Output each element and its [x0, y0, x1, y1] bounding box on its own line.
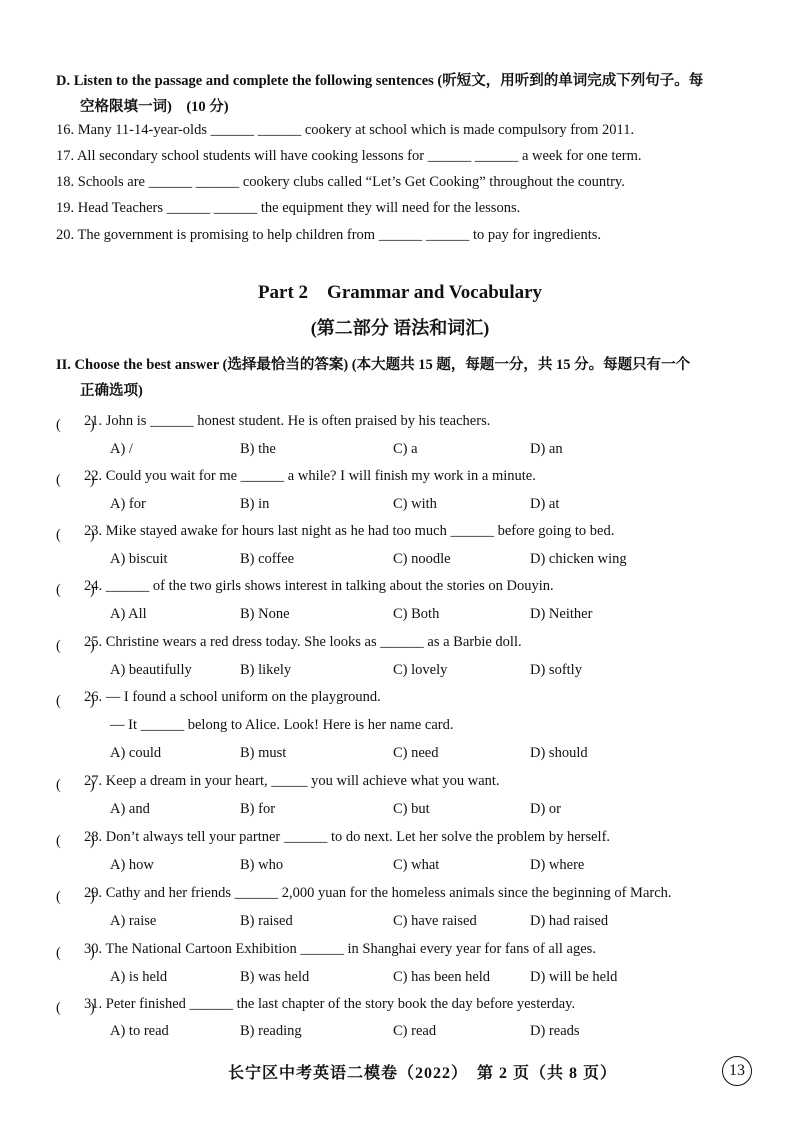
- option-c: C) need: [393, 745, 439, 761]
- option-a: A) how: [110, 857, 154, 873]
- question-17: 17. All secondary school students will have cooking lessons for ______ ______ a week for one term.: [56, 148, 642, 164]
- section-ii-heading-line1: II. Choose the best answer (选择最恰当的答案) (本大题共 15 题，每题一分，共 15 分。每题只有一个: [56, 357, 691, 373]
- option-b: B) must: [240, 745, 287, 761]
- option-b: B) the: [240, 441, 276, 457]
- option-a: A) and: [110, 801, 150, 817]
- option-b: B) reading: [240, 1023, 302, 1039]
- option-d: D) at: [530, 496, 560, 512]
- question-16: 16. Many 11-14-year-olds ______ ______ cookery at school which is made compulsory from 2011.: [56, 122, 635, 138]
- answer-bracket: ( ): [56, 945, 95, 961]
- section-ii-heading: [56, 352, 756, 404]
- option-a: A) raise: [110, 913, 157, 929]
- answer-bracket: ( ): [56, 417, 95, 433]
- option-b: B) likely: [240, 662, 292, 678]
- option-c: C) read: [393, 1023, 437, 1039]
- section-d-heading: [56, 68, 756, 120]
- answer-bracket: ( ): [56, 472, 95, 488]
- section-ii-heading-line2: 正确选项): [80, 383, 143, 399]
- option-c: C) have raised: [393, 913, 477, 929]
- answer-bracket: ( ): [56, 1000, 95, 1016]
- question-18: 18. Schools are ______ ______ cookery clubs called “Let’s Get Cooking” throughout the country.: [56, 174, 625, 190]
- option-c: C) with: [393, 496, 437, 512]
- option-d: D) will be held: [530, 969, 618, 985]
- option-c: C) has been held: [393, 969, 491, 985]
- answer-bracket: ( ): [56, 527, 95, 543]
- part-title: Part 2 Grammar and Vocabulary: [257, 282, 543, 303]
- question-26: 26. — I found a school uniform on the playground.: [84, 689, 381, 705]
- answer-bracket: ( ): [56, 777, 95, 793]
- option-a: A) to read: [110, 1023, 169, 1039]
- option-a: A) for: [110, 496, 146, 512]
- section-d-heading-line2: 空格限填一词) (10 分): [80, 99, 229, 115]
- answer-bracket: ( ): [56, 582, 95, 598]
- option-a: A) could: [110, 745, 162, 761]
- option-a: A) All: [110, 606, 147, 622]
- answer-bracket: ( ): [56, 638, 95, 654]
- option-d: D) where: [530, 857, 585, 873]
- option-c: C) lovely: [393, 662, 448, 678]
- option-b: B) who: [240, 857, 284, 873]
- question-29: 29. Cathy and her friends ______ 2,000 yuan for the homeless animals since the beginning of March.: [84, 885, 672, 901]
- question-30: 30. The National Cartoon Exhibition ______ in Shanghai every year for fans of all ages.: [84, 941, 596, 957]
- option-c: C) but: [393, 801, 430, 817]
- question-21: 21. John is ______ honest student. He is often praised by his teachers.: [84, 413, 491, 429]
- section-d-heading-line1: D. Listen to the passage and complete the following sentences (听短文，用听到的单词完成下列句子。每: [56, 73, 704, 89]
- option-b: B) coffee: [240, 551, 295, 567]
- option-b: B) raised: [240, 913, 293, 929]
- option-c: C) a: [393, 441, 418, 457]
- circled-page-number: 13: [722, 1056, 752, 1086]
- option-d: D) reads: [530, 1023, 580, 1039]
- option-c: C) what: [393, 857, 440, 873]
- option-d: D) chicken wing: [530, 551, 627, 567]
- option-a: A) /: [110, 441, 133, 457]
- option-a: A) is held: [110, 969, 168, 985]
- option-b: B) None: [240, 606, 290, 622]
- option-a: A) beautifully: [110, 662, 192, 678]
- question-27: 27. Keep a dream in your heart, _____ you will achieve what you want.: [84, 773, 500, 789]
- option-c: C) noodle: [393, 551, 451, 567]
- page-footer: 长宁区中考英语二模卷（2022） 第 2 页（共 8 页）: [228, 1065, 618, 1082]
- question-26-reply: — It ______ belong to Alice. Look! Here is her name card.: [110, 717, 454, 733]
- option-b: B) was held: [240, 969, 310, 985]
- option-d: D) should: [530, 745, 588, 761]
- option-d: D) had raised: [530, 913, 609, 929]
- option-d: D) Neither: [530, 606, 593, 622]
- question-22: 22. Could you wait for me ______ a while? I will finish my work in a minute.: [84, 468, 536, 484]
- part-subtitle: (第二部分 语法和词汇): [310, 318, 490, 338]
- answer-bracket: ( ): [56, 693, 95, 709]
- question-20: 20. The government is promising to help children from ______ ______ to pay for ingredients.: [56, 227, 602, 243]
- question-24: 24. ______ of the two girls shows interest in talking about the stories on Douyin.: [84, 578, 554, 594]
- option-d: D) softly: [530, 662, 582, 678]
- question-31: 31. Peter finished ______ the last chapter of the story book the day before yesterday.: [84, 996, 576, 1012]
- answer-bracket: ( ): [56, 889, 95, 905]
- question-23: 23. Mike stayed awake for hours last night as he had too much ______ before going to bed.: [84, 523, 615, 539]
- question-28: 28. Don’t always tell your partner ______ to do next. Let her solve the problem by herself.: [84, 829, 611, 845]
- option-b: B) in: [240, 496, 270, 512]
- option-d: D) or: [530, 801, 562, 817]
- option-b: B) for: [240, 801, 276, 817]
- question-19: 19. Head Teachers ______ ______ the equipment they will need for the lessons.: [56, 200, 521, 216]
- answer-bracket: ( ): [56, 833, 95, 849]
- question-25: 25. Christine wears a red dress today. She looks as ______ as a Barbie doll.: [84, 634, 522, 650]
- option-c: C) Both: [393, 606, 440, 622]
- option-d: D) an: [530, 441, 563, 457]
- option-a: A) biscuit: [110, 551, 168, 567]
